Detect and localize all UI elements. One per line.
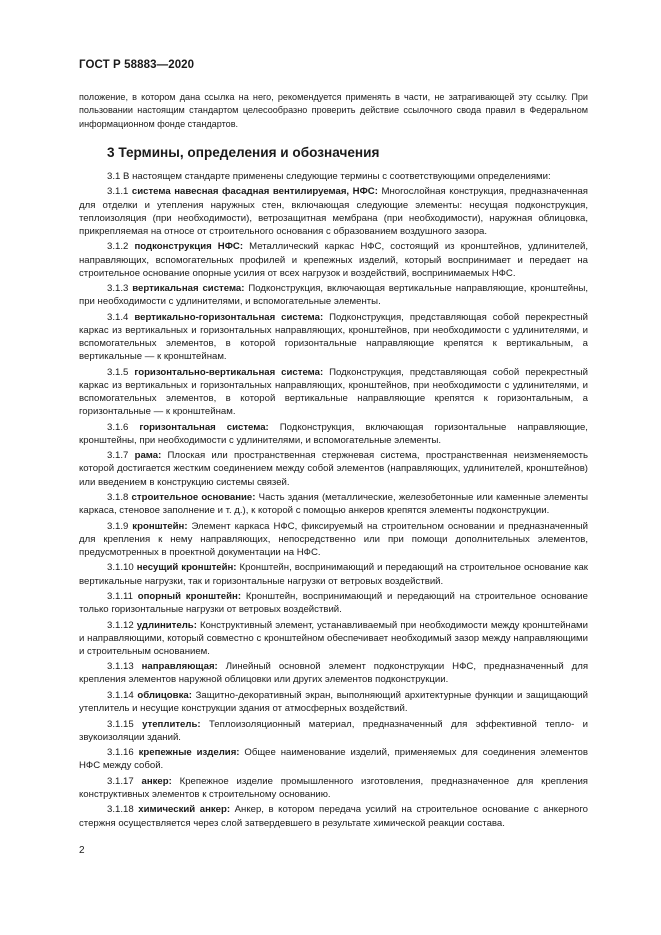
term-definition: Крепежное изделие промышленного изготовления, предназначенное для крепления конструктивных элементов к строительному основанию. (79, 775, 588, 800)
term-name: удлинитель: (136, 619, 197, 631)
term-name: система навесная фасадная вентилируемая, НФС: (131, 186, 378, 198)
term-name: химический анкер: (138, 804, 231, 816)
term-definition: Многослойная конструкция, предназначенная для отделки и утепления наружных стен, включающая следующие элементы: несущая подконструкция, теплоизоляция (при необходимости), ветрозащитная мембрана (при необходимости), наружная облицовка, прикрепляемая на относе от строительного основания с образованием воздушного зазора. (79, 186, 588, 237)
term-number: 3.1.14 (107, 689, 134, 701)
term-definition: Конструктивный элемент, устанавливаемый при необходимости между кронштейнами и направляющими, который совместно с кронштейном обеспечивает необходимый зазор между направляющими и строительным основанием. (79, 619, 589, 657)
term-definition: Элемент каркаса НФС, фиксируемый на строительном основании и предназначенный для крепления к нему направляющих, непосредственно или при помощи дополнительных элементов, предусмотренных в проектной документации на НФС. (79, 520, 589, 558)
term-name: подконструкция НФС: (134, 241, 244, 253)
term-definition: Линейный основной элемент подконструкции НФС, предназначенный для крепления элементов наружной облицовки или других элементов подконструкции. (79, 661, 589, 686)
term-entry (79, 590, 588, 616)
term-name: утеплитель: (142, 718, 201, 730)
term-entry (79, 421, 588, 447)
term-definition: Общее наименование изделий, применяемых для соединения элементов НФС между собой. (79, 747, 588, 772)
term-definition: Плоская или пространственная стержневая система, пространственная неизменяемость которой достигается жестким соединением между собой элементов (направляющих, удлинителей, кронштейнов) или введением в конструкцию системы связей. (79, 450, 588, 488)
term-number: 3.1.10 (107, 562, 134, 574)
term-definition: Защитно-декоративный экран, выполняющий архитектурные функции и защищающий утеплитель и несущие конструкции здания от атмосферных воздействий. (79, 689, 588, 715)
term-name: анкер: (141, 775, 172, 787)
term-entry (79, 520, 588, 559)
term-entry (79, 449, 588, 488)
term-definition: Анкер, в котором передача усилий на строительное основание с анкерного стержня осуществляется через слой затвердевшего в результате химической реакции состава. (79, 804, 588, 829)
term-definition: Часть здания (металлические, железобетонные или каменные элементы каркаса, стеновое заполнение и т. д.), к которой с помощью анкеров крепятся элементы подконструкции. (79, 491, 588, 517)
term-entry (79, 240, 588, 279)
standard-header: ГОСТ Р 58883—2020 (79, 59, 195, 71)
terms-content (79, 170, 588, 832)
term-number: 3.1.15 (107, 718, 134, 730)
term-entry (79, 619, 588, 658)
term-number: 3.1.7 (107, 450, 129, 462)
term-name: рама: (134, 450, 162, 462)
term-entry (79, 561, 588, 587)
term-definition: Подконструкция, представляющая собой перекрестный каркас из вертикальных и горизонтальных направляющих, кронштейнов, при необходимости с удлинителями, и вспомогательных элементов, в которой горизонтальные направляющие крепятся к вертикальным, а вертикальные — к кронштейнам. (79, 311, 589, 363)
term-name: вертикально-горизонтальная система: (134, 311, 324, 323)
term-number: 3.1.1 (107, 186, 129, 198)
term-name: опорный кронштейн: (137, 590, 242, 602)
term-number: 3.1.17 (107, 775, 134, 787)
page-number: 2 (79, 845, 85, 856)
term-definition: Подконструкция, включающая вертикальные направляющие, кронштейны, при необходимости с удлинителями, и вспомогательные элементы. (79, 283, 589, 308)
term-number: 3.1.13 (107, 661, 134, 673)
term-number: 3.1.8 (107, 491, 129, 503)
term-name: крепежные изделия: (138, 747, 240, 759)
term-entry (79, 689, 588, 715)
term-definition: Металлический каркас НФС, состоящий из кронштейнов, удлинителей, направляющих, вспомогательных профилей и крепежных изделий, который воспринимает и передает на строительное основание опорные усилия от всех нагрузок и воздействий, воспринимаемых НФС. (79, 241, 588, 279)
terms-list (79, 185, 588, 829)
term-definition: Подконструкция, представляющая собой перекрестный каркас из вертикальных и горизонтальных направляющих, кронштейнов, при необходимости с удлинителями, и вспомогательных элементов, в которой вертикальные направляющие крепятся к горизонтальным, а горизонтальные — к кронштейнам. (79, 366, 589, 418)
term-entry (79, 660, 588, 686)
term-number: 3.1.16 (107, 747, 134, 759)
term-name: горизонтальная система: (139, 421, 269, 433)
section-title: 3 Термины, определения и обозначения (107, 145, 380, 160)
term-number: 3.1.12 (107, 619, 134, 631)
term-number: 3.1.4 (107, 311, 129, 323)
term-number: 3.1.5 (107, 366, 129, 378)
term-name: направляющая: (141, 661, 218, 673)
term-number: 3.1.3 (107, 283, 129, 295)
term-entry (79, 311, 588, 364)
term-number: 3.1.2 (107, 241, 129, 253)
intro-paragraph: положение, в котором дана ссылка на него, рекомендуется применять в части, не затрагивающей эту ссылку. При пользовании настоящим стандартом целесообразно проверить действие ссылочного свода правил в Федеральном информационном фонде стандартов. (79, 92, 588, 129)
term-entry (79, 718, 588, 744)
term-definition: Кронштейн, воспринимающий и передающий на строительное основание как вертикальные нагрузки, так и горизонтальные нагрузки от ветровых воздействий. (79, 562, 589, 587)
section-intro: 3.1 В настоящем стандарте применены следующие термины с соответствующими определениями: (107, 171, 551, 182)
term-number: 3.1.9 (107, 520, 129, 532)
term-definition: Теплоизоляционный материал, предназначенный для эффективной тепло- и звукоизоляции зданий. (79, 718, 589, 743)
term-entry (79, 746, 588, 772)
term-name: облицовка: (137, 689, 192, 701)
term-entry (79, 803, 588, 829)
term-entry (79, 185, 588, 238)
term-entry (79, 282, 588, 308)
term-name: горизонтально-вертикальная система: (134, 366, 324, 378)
term-name: несущий кронштейн: (136, 562, 237, 574)
term-entry (79, 366, 588, 419)
term-name: вертикальная система: (132, 283, 245, 295)
term-definition: Кронштейн, воспринимающий и передающий на строительное основание только горизонтальные нагрузки от ветровых воздействий. (79, 590, 588, 616)
term-entry (79, 491, 588, 517)
term-number: 3.1.6 (107, 421, 129, 433)
term-number: 3.1.11 (107, 590, 133, 602)
term-name: кронштейн: (132, 520, 188, 532)
term-definition: Подконструкция, включающая горизонтальные направляющие, кронштейны, при необходимости с удлинителями, и вспомогательные элементы. (79, 421, 588, 446)
term-number: 3.1.18 (107, 804, 134, 816)
term-entry (79, 775, 588, 801)
term-name: строительное основание: (131, 491, 256, 503)
